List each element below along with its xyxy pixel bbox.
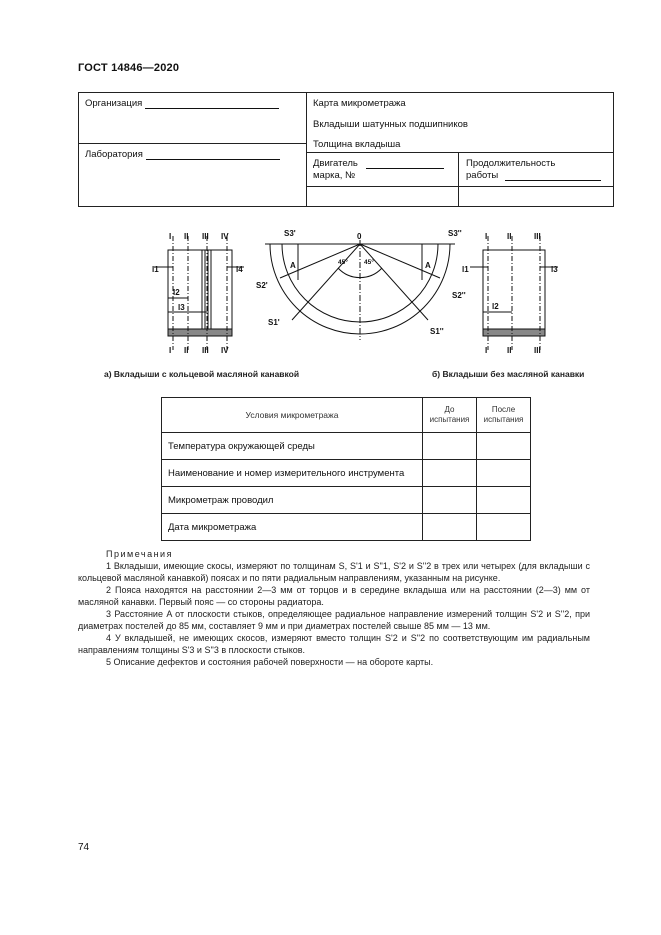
table-row [162,460,531,487]
distance-label: A [290,261,296,270]
belt-label: I [485,346,488,355]
dim-label: l3 [551,265,558,274]
dim-label: l2 [173,288,180,297]
after-test-cell[interactable] [476,514,530,541]
liner-without-groove [470,236,558,350]
note-item: 5 Описание дефектов и состояния рабочей поверхности — на обороте карты. [106,657,434,667]
before-test-cell[interactable] [423,514,477,541]
belt-label: I [485,232,488,241]
distance-label: A [425,261,431,270]
belt-label: II [507,346,512,355]
thickness-label: S2' [256,281,268,290]
before-test-cell[interactable] [423,460,477,487]
duration-work-label: работы [466,170,499,181]
liner-cross-section [265,240,455,340]
belt-label: II [184,232,189,241]
dim-label: l1 [462,265,469,274]
condition-label: Наименование и номер измерительного инструмента [162,460,423,487]
conditions-table [161,397,531,541]
standard-header: ГОСТ 14846—2020 [78,62,180,74]
condition-label: Микрометраж проводил [162,487,423,514]
note-item: 4 У вкладышей, не имеющих скосов, измеряют вместо толщин S'2 и S''2 по соответствующим им радиальным направлениям толщины S'3 и S''3 в плоскости стыков. [78,633,590,655]
condition-label: Температура окружающей среды [162,433,423,460]
notes-heading: Примечания [106,549,173,559]
before-test-cell[interactable] [423,487,477,514]
note-item: 2 Пояса находятся на расстоянии 2—3 мм от торцов и в середине вкладыша или на расстоянии (2—3) мм от масляной канавки. Первый пояс — со стороны радиатора. [78,585,590,607]
belt-label: III [202,346,209,355]
dim-label: l3 [178,303,185,312]
belt-label: III [534,346,541,355]
page-number: 74 [78,842,90,853]
condition-label: Дата микрометража [162,514,423,541]
belt-label: I [169,232,172,241]
after-test-cell[interactable] [476,487,530,514]
table-header-row [162,398,531,433]
thickness-label: S1'' [430,327,444,336]
belt-label: III [202,232,209,241]
belt-label: I [169,346,172,355]
laboratory-label: Лаборатория [85,149,143,160]
belt-label: IV [221,346,229,355]
column-header: Условия микрометража [162,398,423,433]
organization-field[interactable] [85,98,279,109]
caption-without-groove: б) Вкладыши без масляной канавки [432,369,585,379]
angle-label: 45° [338,259,348,266]
belt-label: III [534,232,541,241]
liner-with-groove [154,236,244,350]
after-test-cell[interactable] [476,460,530,487]
dim-label: l1 [152,265,159,274]
belt-label: IV [221,232,229,241]
before-test-cell[interactable] [423,433,477,460]
bearing-type: Вкладыши шатунных подшипников [313,119,468,130]
after-test-cell[interactable] [476,433,530,460]
table-row [162,433,531,460]
zero-mark: 0 [357,232,362,241]
note-item: 3 Расстояние A от плоскости стыков, определяющее радиальное направление измерений толщин S'2 и S''2, при диаметрах постелей до 85 мм, составляет 9 мм и при диаметрах постелей свыше 85 мм — 13 мм. [78,609,590,631]
organization-label: Организация [85,98,143,109]
notes-section [78,548,590,668]
liner-thickness: Толщина вкладыша [313,139,401,150]
dim-label: l2 [492,302,499,311]
belt-label: II [507,232,512,241]
engine-brand-label: марка, № [313,170,356,181]
thickness-label: S2'' [452,291,466,300]
duration-label: Продолжительность [466,158,556,169]
angle-label: 45° [364,259,374,266]
column-header: До испытания [423,398,477,433]
engine-label: Двигатель [313,158,358,169]
laboratory-field[interactable] [85,149,280,160]
bearing-figure [140,222,600,362]
belt-label: II [184,346,189,355]
table-row [162,487,531,514]
table-row [162,514,531,541]
duration-field[interactable] [466,170,601,181]
column-header: После испытания [476,398,530,433]
thickness-label: S1' [268,318,280,327]
thickness-label: S3' [284,229,296,238]
engine-field[interactable] [313,158,444,169]
caption-with-groove: а) Вкладыши с кольцевой масляной канавкой [104,369,300,379]
thickness-label: S3'' [448,229,462,238]
dim-label: l4 [236,265,243,274]
note-item: 1 Вкладыши, имеющие скосы, измеряют по толщинам S, S'1 и S''1, S'2 и S''2 в трех или четырех (для вкладыши с кольцевой масляной канавкой) поясах и по пяти радиальным направлениям, указанным на рисунке. [78,561,590,583]
card-title: Карта микрометража [313,98,406,109]
